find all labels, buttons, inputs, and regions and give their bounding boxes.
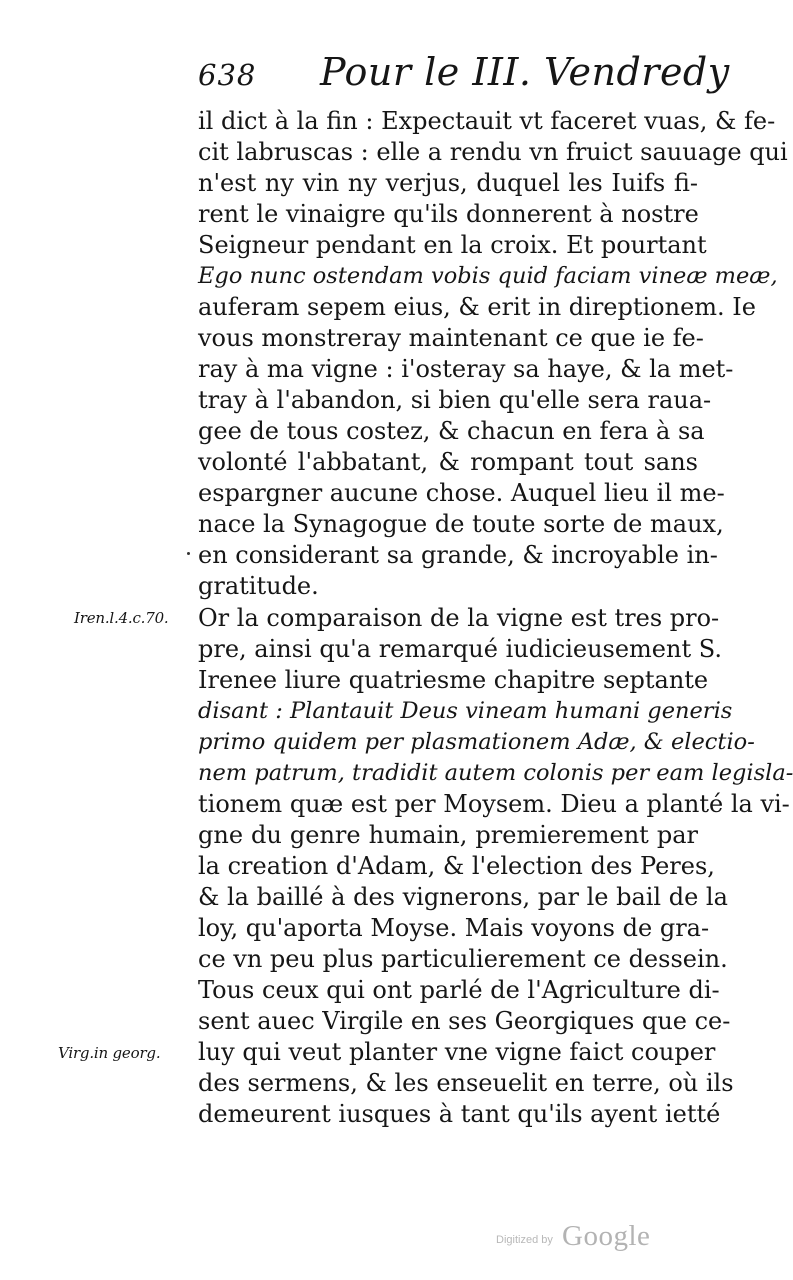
text-line: pre, ainsi qu'a remarqué iudicieusement S. (198, 635, 722, 663)
text-line: rent le vinaigre qu'ils donnerent à nostre (198, 200, 699, 228)
text-line: primo quidem per plasmationem Adæ, & electio- (198, 729, 755, 755)
text-line: gee de tous costez, & chacun en fera à sa (198, 417, 705, 445)
digitization-watermark (496, 1220, 676, 1256)
text-line: tionem quæ est per Moysem. Dieu a planté la vi- (198, 790, 790, 818)
google-logo: Google (562, 1220, 651, 1252)
ink-speck (187, 552, 190, 555)
text-line: & la baillé à des vignerons, par le bail de la (198, 883, 728, 911)
text-line: nace la Synagogue de toute sorte de maux, (198, 510, 724, 538)
watermark-prefix: Digitized by (496, 1234, 553, 1246)
text-line: Irenee liure quatriesme chapitre septante (198, 666, 709, 694)
text-line: luy qui veut planter vne vigne faict couper (198, 1038, 716, 1066)
text-line: auferam sepem eius, & erit in direptionem. Ie (198, 293, 756, 321)
text-line: sent auec Virgile en ses Georgiques que ce- (198, 1007, 731, 1035)
text-line: espargner aucune chose. Auquel lieu il me- (198, 479, 725, 507)
text-line: ray à ma vigne : i'osteray sa haye, & la met- (198, 355, 734, 383)
text-line: il dict à la fin : Expectauit vt faceret vuas, & fe- (198, 107, 776, 135)
text-line: Tous ceux qui ont parlé de l'Agriculture di- (198, 976, 720, 1004)
text-line: loy, qu'aporta Moyse. Mais voyons de gra- (198, 914, 710, 942)
text-line: vous monstreray maintenant ce que ie fe- (198, 324, 704, 352)
text-line: nem patrum, tradidit autem colonis per eam legisla- (198, 760, 793, 786)
text-line: disant : Plantauit Deus vineam humani generis (198, 698, 733, 724)
text-line: gratitude. (198, 572, 319, 600)
text-line: la creation d'Adam, & l'election des Peres, (198, 852, 715, 880)
margin-note-irenaeus: Iren.l.4.c.70. (74, 609, 169, 627)
text-line: cit labruscas : elle a rendu vn fruict sauuage qui (198, 138, 788, 166)
text-line: des sermens, & les enseuelit en terre, où ils (198, 1069, 734, 1097)
text-line: volonté l'abbatant, & rompant tout sans (198, 448, 698, 476)
text-line: gne du genre humain, premierement par (198, 821, 698, 849)
text-line: demeurent iusques à tant qu'ils ayent ietté (198, 1100, 721, 1128)
text-line: Or la comparaison de la vigne est tres pro- (198, 604, 720, 632)
text-line: Ego nunc ostendam vobis quid faciam vineæ meæ, (198, 263, 778, 289)
running-title: Pour le III. Vendredy (320, 50, 730, 94)
text-line: Seigneur pendant en la croix. Et pourtant (198, 231, 707, 259)
text-line: n'est ny vin ny verjus, duquel les Iuifs fi- (198, 169, 698, 197)
page-number: 638 (198, 58, 257, 92)
text-line: en considerant sa grande, & incroyable in- (198, 541, 718, 569)
text-line: ce vn peu plus particulierement ce dessein. (198, 945, 728, 973)
margin-note-virgil: Virg.in georg. (58, 1044, 161, 1062)
text-line: tray à l'abandon, si bien qu'elle sera raua- (198, 386, 712, 414)
